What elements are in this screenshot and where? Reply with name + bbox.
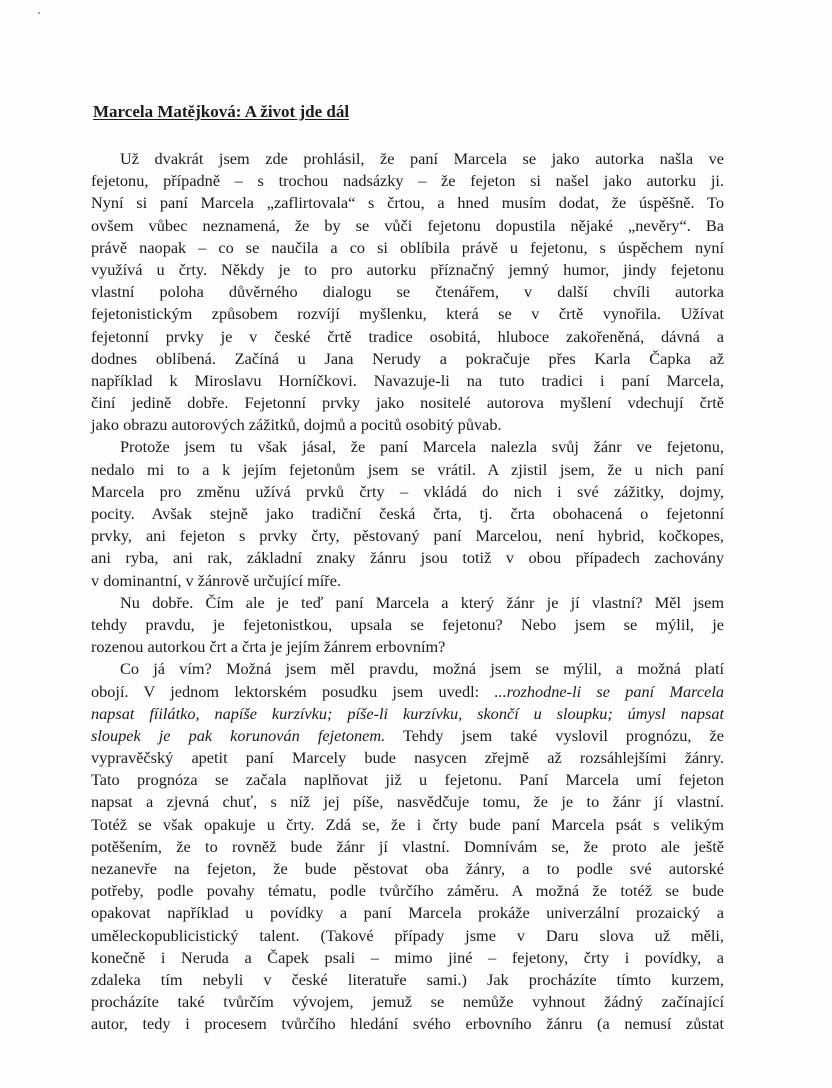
line-text: nezanevře na fejeton, že bude pěstovat oba žánry, a to podle své autorské	[91, 859, 724, 878]
line-text: Tehdy jsem také vyslovil prognózu, že	[385, 725, 725, 745]
text-line	[91, 880, 724, 902]
line-text: fejetonní prvky je v české črtě tradice osobitá, hluboce zakořeněná, dávná a	[91, 326, 724, 346]
line-italic-text: sloupek je pak korunován fejetonem.	[91, 725, 386, 745]
text-line	[91, 814, 724, 836]
text-line	[91, 703, 724, 725]
text-line	[91, 215, 724, 237]
line-text: Protože jsem tu však jásal, že paní Marcela nalezla svůj žánr ve fejetonu,	[120, 437, 724, 457]
text-line	[91, 348, 724, 370]
text-line	[91, 481, 724, 503]
line-text: vlastní poloha důvěrného dialogu se čtenářem, v další chvíli autorka	[91, 282, 724, 302]
line-text: Co já vím? Možná jsem měl pravdu, možná jsem se mýlil, a možná platí	[120, 659, 724, 679]
text-line	[91, 259, 724, 281]
text-line	[91, 281, 724, 303]
line-text: obojí. V jednom lektorském posudku jsem uvedl:	[91, 681, 495, 701]
line-text: nedalo mi to a k jejím fejetonům jsem se vrátil. A zjistil jsem, že u nich paní	[91, 459, 724, 479]
scan-speck	[38, 12, 40, 14]
text-line	[91, 858, 724, 880]
text-line	[91, 769, 724, 791]
line-text: využívá u črty. Někdy je to pro autorku příznačný jemný humor, jindy fejetonu	[91, 259, 724, 279]
text-line	[91, 969, 724, 991]
line-text: Nu dobře. Čím ale je teď paní Marcela a který žánr je jí vlastní? Měl jsem	[120, 592, 724, 612]
text-line	[91, 525, 724, 547]
line-text: zdaleka tím nebyli v české literatuře sami.) Jak procházíte tímto kurzem,	[91, 969, 724, 989]
text-line	[91, 392, 724, 414]
body-text	[91, 148, 724, 1036]
text-line	[91, 925, 724, 947]
line-text: procházíte také tvůrčím vývojem, jemuž se nemůže vyhnout žádný začínající	[91, 992, 724, 1012]
line-text: rozenou autorkou črt a črta je jejím žánrem erbovním?	[91, 637, 446, 657]
text-line	[91, 991, 724, 1013]
line-text: prvky, ani fejeton s prvky črty, pěstovaný paní Marcelou, není hybrid, kočkopes,	[91, 526, 724, 546]
text-line	[91, 947, 724, 969]
line-text: například k Miroslavu Horníčkovi. Navazuje-li na tuto tradici i paní Marcela,	[91, 370, 724, 390]
line-text: Už dvakrát jsem zde prohlásil, že paní Marcela se jako autorka našla ve	[120, 149, 724, 168]
text-line	[91, 570, 724, 592]
line-text: fejetonistickým způsobem rozvíjí myšlenku, která se v črtě vynořila. Užívat	[91, 304, 724, 324]
line-italic-text: napsat fíilátko, napíše kurzívku; píše-li kurzívku, skončí u sloupku; úmysl napsat	[91, 703, 724, 723]
document-title: Marcela Matějková: A život jde dál	[93, 102, 350, 121]
line-text: v dominantní, v žánrově určující míře.	[91, 570, 342, 590]
text-line	[91, 303, 724, 325]
text-line	[91, 681, 724, 703]
text-line	[91, 725, 724, 747]
text-line	[91, 237, 724, 259]
text-line	[91, 192, 724, 214]
text-line	[91, 902, 724, 924]
line-text: autor, tedy i procesem tvůrčího hledání svého erbovního žánru (a nemusí zůstat	[91, 1014, 724, 1034]
text-line	[91, 1013, 724, 1035]
text-line	[91, 370, 724, 392]
line-text: ovšem vůbec neznamená, že by se vůči fejetonu dopustila nějaké „nevěry“. Ba	[91, 215, 724, 235]
line-text: Nyní si paní Marcela „zaflirtovala“ s črtou, a hned musím dodat, že úspěšně. To	[91, 193, 724, 213]
line-text: uměleckopublicistický talent. (Takové případy jsme v Daru slova už měli,	[91, 925, 724, 945]
line-text: potěšením, že to rovněž bude žánr jí vlastní. Domnívám se, že proto ale ještě	[91, 836, 724, 856]
text-line	[91, 148, 724, 170]
line-text: Tato prognóza se začala naplňovat již u fejetonu. Paní Marcela umí fejeton	[91, 770, 724, 790]
text-line	[91, 791, 724, 813]
text-line	[91, 614, 724, 636]
text-line	[91, 326, 724, 348]
text-line	[91, 414, 724, 436]
line-text: pocity. Avšak stejně jako tradiční česká črta, tj. črta obohacená o fejetonní	[91, 504, 724, 523]
line-text: právě naopak – co se naučila a co si oblíbila právě u fejetonu, s úspěchem nyní	[91, 237, 724, 257]
text-line	[91, 436, 724, 458]
text-line	[91, 547, 724, 569]
line-text: tehdy pravdu, je fejetonistkou, upsala se fejetonu? Nebo jsem se mýlil, je	[91, 614, 724, 634]
line-text: potřeby, podle povahy tématu, podle tvůrčího záměru. A možná že totéž se bude	[91, 881, 724, 901]
line-text: ani ryba, ani rak, základní znaky žánru jsou totiž v obou případech zachovány	[91, 548, 724, 568]
text-line	[91, 592, 724, 614]
line-text: konečně i Neruda a Čapek psali – mimo jiné – fejetony, črty i povídky, a	[91, 947, 724, 967]
text-line	[91, 836, 724, 858]
line-text: Marcela pro změnu užívá prvků črty – vkládá do nich i své zážitky, dojmy,	[91, 481, 724, 501]
line-text: opakovat například u povídky a paní Marcela prokáže univerzální prozaický a	[91, 903, 724, 923]
line-text: vypravěčský apetit paní Marcely bude nasycen zřejmě až rozsáhlejšími žánry.	[91, 748, 724, 768]
line-text: fejetonu, případně – s trochou nadsázky – že fejeton si našel jako autorku ji.	[91, 171, 724, 191]
text-line	[91, 658, 724, 680]
text-line	[91, 503, 724, 525]
text-line	[91, 747, 724, 769]
line-text: jako obrazu autorových zážitků, dojmů a pocitů osobitý půvab.	[91, 415, 502, 435]
text-line	[91, 459, 724, 481]
line-text: dodnes oblíbená. Začíná u Jana Nerudy a pokračuje přes Karla Čapka až	[91, 348, 724, 368]
text-line	[91, 636, 724, 658]
line-text: napsat a zjevná chuť, s níž jej píše, nasvědčuje tomu, že je to žánr jí vlastní.	[91, 792, 724, 812]
line-italic-text: ...rozhodne-li se paní Marcela	[494, 681, 724, 701]
text-line	[91, 170, 724, 192]
line-text: činí jedině dobře. Fejetonní prvky jako nositelé autorova myšlení vdechují črtě	[91, 393, 724, 413]
line-text: Totéž se však opakuje u črty. Zdá se, že i črty bude paní Marcela psát s velikým	[91, 814, 724, 834]
